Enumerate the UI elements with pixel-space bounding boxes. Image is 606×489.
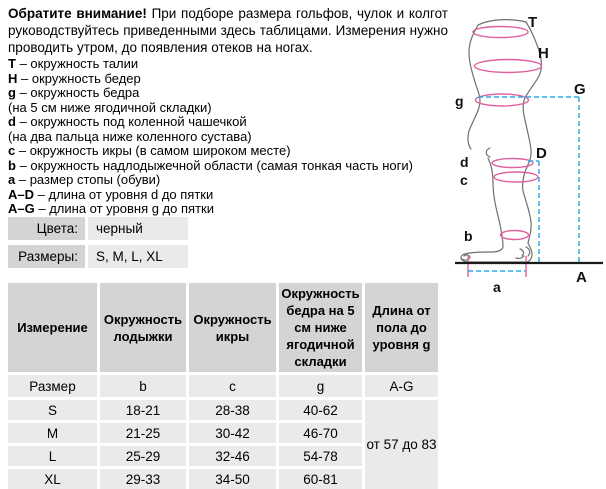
ankle-detail-mark — [516, 247, 530, 258]
measurement-ellipses — [468, 27, 542, 278]
legend-item: A–D – длина от уровня d до пятки — [8, 186, 214, 202]
table-cell: M — [8, 423, 97, 443]
legend-item: a – размер стопы (обуви) — [8, 172, 161, 187]
sizes-row — [8, 245, 188, 268]
label-G: G — [574, 81, 586, 98]
subheader-ag: A-G — [365, 375, 438, 397]
leg-outline-left-upper — [468, 25, 480, 149]
waist-ellipse-T — [473, 27, 528, 38]
label-A: A — [576, 269, 587, 286]
legend-item: Н – окружность бедер — [8, 70, 141, 86]
col-header-measurement: Измерение — [8, 283, 97, 372]
table-cell: 46-70 — [279, 423, 362, 443]
table-cell: 34-50 — [189, 469, 276, 489]
legend-item: d – окружность под коленной чашечкой — [8, 114, 247, 129]
leg-outline-top-arc — [478, 20, 526, 25]
size-table — [8, 283, 438, 489]
legend-item: Т – окружность талии — [8, 56, 139, 71]
table-cell: 60-81 — [279, 469, 362, 489]
sizes-label: Размеры: — [8, 245, 85, 268]
merged-length-cell: от 57 до 83 — [365, 400, 438, 489]
legend-item: A–G – длина от уровня g до пятки — [8, 201, 214, 216]
intro-paragraph — [8, 5, 448, 56]
colors-label: Цвета: — [8, 217, 85, 240]
table-cell: 28-38 — [189, 400, 276, 420]
subheader-b: b — [100, 375, 186, 397]
table-cell: XL — [8, 469, 97, 489]
label-D: D — [536, 145, 547, 162]
legend-item: b – окружность надлодыжечной области (самая тонкая часть ноги) — [8, 157, 413, 173]
col-header-ankle: Окружность лодыжки — [100, 283, 186, 372]
knee-crease-mark — [486, 148, 490, 157]
sizes-value: S, M, L, XL — [88, 245, 188, 268]
calf-ellipse-c — [494, 172, 538, 182]
label-g: g — [455, 93, 464, 109]
colors-row — [8, 217, 188, 240]
leg-outline-left-lower-foot — [461, 158, 532, 262]
table-cell: 25-29 — [100, 446, 186, 466]
label-T: T — [528, 14, 538, 31]
colors-value: черный — [88, 217, 188, 240]
leg-measurement-diagram — [440, 0, 606, 300]
table-cell: 21-25 — [100, 423, 186, 443]
table-cell: 32-46 — [189, 446, 276, 466]
guide-lines — [468, 97, 579, 271]
leg-outline — [461, 20, 541, 262]
intro-attention-text: Обратите внимание! — [8, 6, 147, 21]
table-cell: 54-78 — [279, 446, 362, 466]
measurement-legend — [8, 57, 453, 217]
label-c: c — [460, 172, 468, 188]
label-b: b — [464, 228, 473, 244]
label-a: a — [493, 279, 501, 295]
table-cell: 18-21 — [100, 400, 186, 420]
label-d: d — [460, 154, 469, 170]
foot-measure-ticks — [468, 256, 526, 277]
table-cell: 40-62 — [279, 400, 362, 420]
legend-item: c – окружность икры (в самом широком месте) — [8, 143, 291, 158]
col-header-thigh: Окружность бедра на 5 см ниже ягодичной складки — [279, 283, 362, 372]
table-cell: 30-42 — [189, 423, 276, 443]
thigh-ellipse-g — [476, 94, 529, 106]
subheader-c: c — [189, 375, 276, 397]
table-cell: S — [8, 400, 97, 420]
toe-detail-mark — [462, 255, 470, 260]
col-header-calf: Окружность икры — [189, 283, 276, 372]
col-header-length: Длина от пола до уровня g — [365, 283, 438, 372]
below-knee-ellipse-d — [492, 159, 533, 168]
legend-item: g – окружность бедра — [8, 85, 140, 100]
intro-body-text: При подборе размера гольфов, чулок и колгот руководствуйтесь приведенными здесь таблицами. Измерения нужно проводить утром, до появления отеков на ногах. — [8, 6, 448, 55]
legend-item: (на 5 см ниже ягодичной складки) — [8, 99, 212, 115]
hip-ellipse-H — [475, 60, 542, 73]
ankle-ellipse-b — [501, 231, 529, 240]
subheader-size: Размер — [8, 375, 97, 397]
table-cell: 29-33 — [100, 469, 186, 489]
subheader-g: g — [279, 375, 362, 397]
label-H: H — [538, 45, 549, 62]
table-cell: L — [8, 446, 97, 466]
legend-item: (на два пальца ниже коленного сустава) — [8, 128, 252, 144]
